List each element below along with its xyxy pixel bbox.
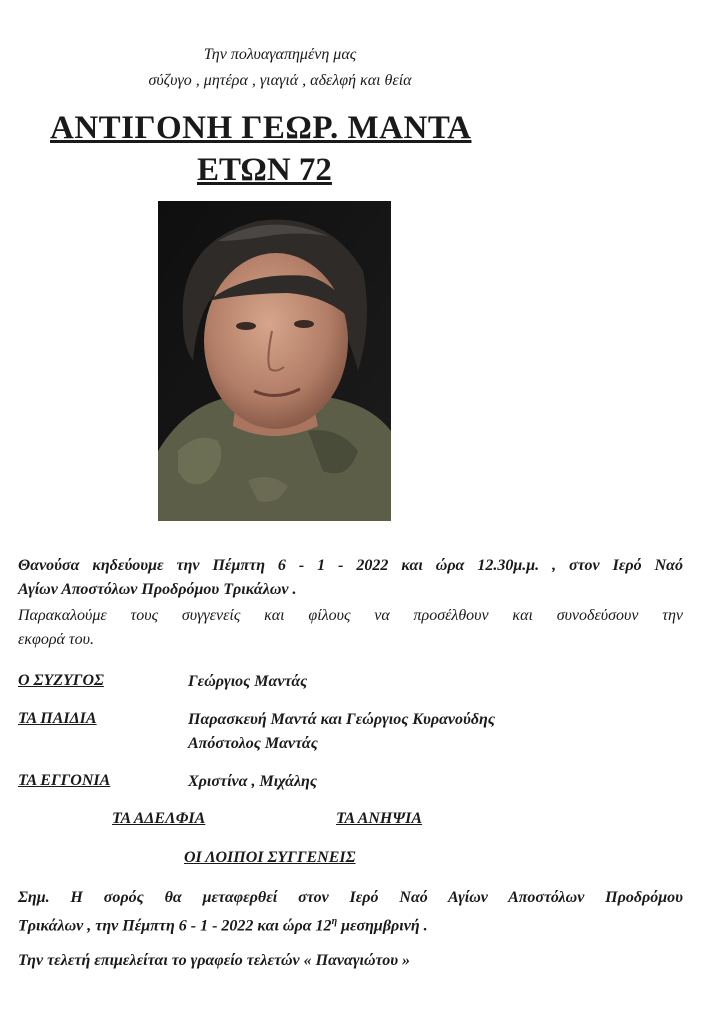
children-label: ΤΑ ΠΑΙΔΙΑ bbox=[18, 710, 97, 727]
intro-line-1: Την πολυαγαπημένη μας bbox=[203, 46, 357, 63]
nieces-label: ΤΑ ΑΝΗΨΙΑ bbox=[336, 810, 423, 827]
portrait-image bbox=[158, 201, 391, 521]
request-line-1: Παρακαλούμε τους συγγενείς και φίλους να προσέλθουν και συνοδεύσουν την bbox=[18, 607, 683, 624]
deceased-name: ΑΝΤΙΓΟΝΗ ΓΕΩΡ. ΜΑΝΤΑ bbox=[50, 110, 472, 146]
siblings-label: ΤΑ ΑΔΕΛΦΙΑ bbox=[112, 810, 206, 827]
intro-line-2: σύζυγο , μητέρα , γιαγιά , αδελφή και θεία bbox=[148, 72, 412, 89]
deceased-age: ΕΤΩΝ 72 bbox=[197, 152, 332, 188]
funeral-info-line-1: Θανούσα κηδεύουμε την Πέμπτη 6 - 1 - 2022 και ώρα 12.30μ.μ. , στον Ιερό Ναό bbox=[18, 557, 683, 574]
spouse-label: Ο ΣΥΖΥΓΟΣ bbox=[18, 672, 104, 689]
funeral-info-line-2: Αγίων Αποστόλων Προδρόμου Τρικάλων . bbox=[18, 581, 297, 598]
relatives-label: ΟΙ ΛΟΙΠΟΙ ΣΥΓΓΕΝΕΙΣ bbox=[184, 849, 356, 866]
portrait-photo bbox=[158, 201, 391, 521]
child-2: Απόστολος Μαντάς bbox=[188, 735, 318, 752]
note-line-2-text: Τρικάλων , την Πέμπτη 6 - 1 - 2022 και ώρα 12 bbox=[18, 917, 332, 935]
footer-text: Την τελετή επιμελείται το γραφείο τελετών « Παναγιώτου » bbox=[18, 952, 411, 969]
request-line-2: εκφορά του. bbox=[18, 631, 94, 648]
child-1: Παρασκευή Μαντά και Γεώργιος Κυρανούδης bbox=[188, 711, 495, 728]
note-line-2 bbox=[18, 911, 683, 937]
note-superscript: η bbox=[331, 916, 338, 927]
note-line-2-end: μεσημβρινή . bbox=[337, 917, 428, 935]
grandchildren-names: Χριστίνα , Μιχάλης bbox=[188, 773, 317, 790]
note-line-1: Σημ. Η σορός θα μεταφερθεί στον Ιερό Ναό Αγίων Αποστόλων Προδρόμου bbox=[18, 889, 683, 906]
spouse-name: Γεώργιος Μαντάς bbox=[188, 673, 308, 690]
grandchildren-label: ΤΑ ΕΓΓΟΝΙΑ bbox=[18, 772, 111, 789]
